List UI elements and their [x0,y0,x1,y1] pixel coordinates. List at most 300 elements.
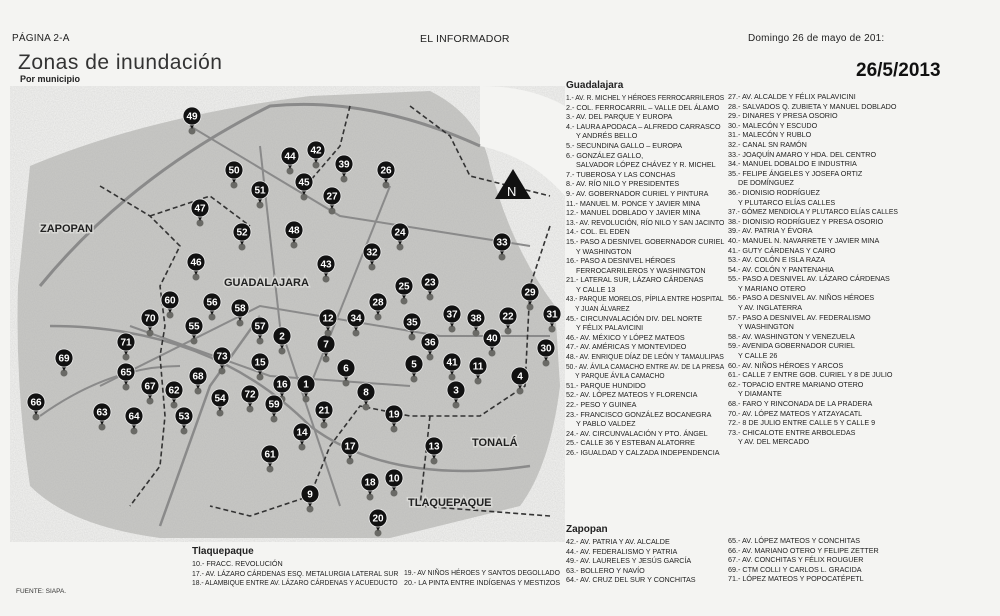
legend-item-number: 31.- [728,130,741,140]
legend-item-text: PASO A DESNIVEL GOBERNADOR CURIEL [580,236,725,246]
legend-item-text: GÓMEZ MENDIOLA Y PLUTARCO ELÍAS CALLES [741,207,898,217]
label-guadalajara: GUADALAJARA [224,277,309,289]
legend-item-number: 65.- [728,536,741,545]
legend-item [566,342,724,352]
legend-item-number: 52.- [566,390,579,400]
legend-item [566,141,724,151]
legend-item-number: 54.- [728,264,741,274]
legend-item [728,380,898,399]
legend-guadalajara-col2 [728,92,898,447]
north-arrow [495,169,531,199]
legend-item-text: AV. WASHINGTON Y VENEZUELA [742,331,855,341]
legend-item-number: 57.- [728,312,741,322]
pin-number: 11 [472,361,484,373]
legend-item-text: SECUNDINA GALLO – EUROPA [576,140,683,150]
legend-item [728,140,898,150]
legend-item-number: 37.- [728,207,740,217]
pin-number: 8 [363,387,369,399]
legend-item [566,151,724,170]
legend-item-text: AV. CONCHITAS Y FÉLIX ROUGUER [742,555,864,565]
pin-number: 56 [206,297,218,309]
legend-item [566,256,724,275]
page-number: PÁGINA 2-A [12,33,70,44]
legend-item [728,236,898,246]
pin-number: 58 [234,303,246,315]
legend-item-number: 32.- [728,139,741,149]
legend-item-text: JOAQUÍN AMARO Y HDA. DEL CENTRO [742,149,877,159]
legend-item-text: AV. DEL PARQUE Y EUROPA [576,112,673,122]
pin-number: 33 [496,237,508,249]
legend-item-text: AV. LÁZARO CÁRDENAS ESQ. METALURGIA LATERAL SUR [205,568,399,578]
pin-number: 6 [343,363,349,375]
legend-item [566,93,725,103]
legend-item [566,556,724,566]
pin-number: 36 [424,337,436,349]
legend-item-continuation: Y CALLE 13 [576,284,616,294]
legend-item [728,130,898,140]
legend-item [728,274,898,293]
legend-item [566,448,724,458]
legend-item [728,536,898,546]
legend-item-text: AVENIDA GOBERNADOR CURIEL [742,341,855,351]
pin-number: 22 [502,311,514,323]
legend-item-text: SALVADOS Q. ZUBIETA Y MANUEL DOBLADO [742,101,897,111]
pin-number: 42 [310,145,322,157]
pin-number: 41 [446,357,458,369]
legend-item-text: CANAL SN RAMÓN [742,139,807,149]
legend-item-continuation: Y WASHINGTON [575,246,632,256]
pin-number: 13 [428,441,440,453]
pin-number: 18 [364,477,376,489]
legend-item-number: 14.- [566,227,579,237]
legend-item-text: COL. FERROCARRIL – VALLE DEL ÁLAMO [576,102,720,112]
legend-item [566,566,724,576]
pin-number: 4 [517,371,523,383]
legend-item-text: MANUEL DOBALDO E INDUSTRIA [742,159,857,169]
pin-number: 57 [254,321,266,333]
legend-item-number: 39.- [728,226,741,236]
legend-item-number: 13.- [566,217,578,227]
pin-number: 39 [338,159,350,171]
legend-item-continuation: Y PABLO VALDEZ [576,419,636,429]
legend-item [728,399,898,409]
pin-number: 3 [453,385,459,397]
legend-item [728,217,898,227]
legend-item [404,568,560,578]
pin-number: 19 [388,409,400,421]
pin-number: 62 [168,385,180,397]
legend-item-continuation: Y ANDRÉS BELLO [576,131,638,141]
pin-number: 61 [264,449,276,461]
legend-item-number: 16.- [566,256,579,266]
legend-item-number: 69.- [728,564,741,574]
legend-item-text: BOLLERO Y NAVÍO [580,565,645,575]
legend-item [566,390,724,400]
legend-item [192,559,398,569]
legend-item-text: FARO Y RINCONADA DE LA PRADERA [742,399,873,408]
pin-number: 63 [96,407,108,419]
legend-item-number: 8.- [566,179,575,189]
pin-number: 40 [486,333,498,345]
pin-number: 59 [268,399,280,411]
pin-number: 55 [188,321,200,333]
pin-number: 14 [296,427,308,439]
legend-item-number: 35.- [728,168,741,178]
legend-item-number: 73.- [728,427,741,437]
pin-number: 2 [279,331,285,343]
legend-item-number: 51.- [566,380,579,390]
legend-item [566,199,724,209]
legend-item-number: 59.- [728,341,741,351]
pin-number: 45 [298,177,310,189]
legend-item [728,428,898,447]
pin-number: 25 [398,281,410,293]
legend-item-continuation: Y WASHINGTON [738,322,794,332]
pin-number: 27 [326,191,338,203]
pin-number: 68 [192,371,204,383]
legend-item-number: 70.- [728,408,741,418]
pin-number: 26 [380,165,392,177]
legend-item [192,568,399,579]
legend-item-number: 50.- [566,361,578,371]
legend-item [566,112,724,122]
legend-item-number: 67.- [728,555,741,565]
legend-item-number: 10.- [192,559,205,568]
legend-item-text: MALECÓN Y RUBLO [742,130,812,140]
legend-item [566,352,724,362]
legend-item-continuation: DE DOMÍNGUEZ [738,178,794,188]
pin-number: 32 [366,247,378,259]
legend-item-number: 21.- [566,275,579,285]
legend-item [566,314,724,333]
legend-item-number: 18.- [192,578,204,588]
legend-guadalajara-col1 [566,80,724,458]
legend-tlaquepaque-col1 [192,546,398,588]
legend-item-text: AV. AMÉRICAS Y MONTEVIDEO [580,342,687,352]
legend-item-text: LÓPEZ MATEOS Y POPOCATÉPETL [742,574,864,584]
legend-item-text: AV. NIÑOS HÉROES Y ARCOS [742,360,844,370]
legend-item-number: 43.- [566,294,578,304]
pin-number: 46 [190,257,202,269]
pin-number: 34 [350,313,362,325]
pin-number: 37 [446,309,458,321]
legend-item-text: DIONISIO RODRÍGUEZ Y PRESA OSORIO [742,216,884,226]
legend-item [728,546,898,556]
pin-number: 69 [58,353,70,365]
legend-item-number: 68.- [728,399,741,408]
legend-item [728,111,898,121]
flood-zone-map [10,86,565,542]
pin-number: 43 [320,259,332,271]
pin-number: 21 [318,405,330,417]
pin-number: 23 [424,277,436,289]
pin-number: 70 [144,313,156,325]
legend-item [728,574,898,584]
pin-number: 12 [322,313,334,325]
legend-item-number: 47.- [566,342,579,352]
legend-item-text: AV. LÓPEZ MATEOS Y ATZAYACATL [742,408,863,418]
legend-item [566,537,724,547]
legend-item [566,547,724,557]
legend-item-number: 56.- [728,293,741,303]
legend-item [728,121,898,131]
legend-item-text: AV. GOBERNADOR CURIEL Y PINTURA [576,188,709,198]
legend-item-text: AV. MÉXICO Y LÓPEZ MATEOS [580,332,685,342]
legend-item [728,188,898,207]
pin-number: 24 [394,227,406,239]
legend-item-number: 5.- [566,140,575,150]
pin-number: 52 [236,227,248,239]
legend-item-text: PASO A DESNIVEL AV. LÁZARO CÁRDENAS [742,274,890,284]
legend-item [728,265,898,275]
legend-item [566,170,724,180]
legend-item-text: AV. ALCALDE Y FÉLIX PALAVICINI [742,92,856,101]
legend-item-number: 19.- [404,568,416,577]
legend-item-text: GONZÁLEZ GALLO, [576,150,644,160]
legend-item-number: 4.- [566,121,575,131]
legend-item-text: LATERAL SUR, LÁZARO CÁRDENAS [580,275,704,285]
legend-item-text: CIRCUNVALACIÓN DIV. DEL NORTE [580,313,703,323]
legend-item-number: 15.- [566,236,579,246]
legend-item-text: TUBEROSA Y LAS CONCHAS [576,169,676,179]
legend-item-number: 64.- [566,575,579,585]
north-label: N [507,184,517,199]
legend-item-number: 53.- [728,255,741,265]
legend-item-number: 42.- [566,537,579,546]
legend-item-number: 34.- [728,159,741,169]
legend-item [728,169,898,188]
pin-number: 47 [194,203,206,215]
legend-item-number: 24.- [566,428,579,438]
legend-tlaquepaque-col2 [404,568,560,587]
legend-item [728,370,898,380]
legend-item-text: AV. COLÓN Y PANTENAHIA [742,264,834,274]
legend-item-text: AV. CIRCUNVALACIÓN Y PTO. ÁNGEL [580,428,708,438]
legend-item-text: CALLE 36 Y ESTEBAN ALATORRE [580,438,695,448]
pin-number: 29 [524,287,536,299]
legend-item-number: 40.- [728,235,741,245]
legend-item-number: 58.- [728,331,741,341]
legend-item-text: MALECÓN Y ESCUDO [742,120,818,130]
issue-date: Domingo 26 de mayo de 201: [748,33,885,44]
pin-number: 1 [303,379,309,391]
legend-item [728,207,898,217]
legend-item-number: 12.- [566,208,579,218]
legend-item-continuation: SALVADOR LÓPEZ CHÁVEZ Y R. MICHEL [576,160,716,170]
legend-item-text: FELIPE ÁNGELES Y JOSEFA ORTIZ [742,168,863,178]
legend-item [566,275,724,294]
legend-item-text: DINARES Y PRESA OSORIO [742,111,838,121]
pin-number: 50 [228,165,240,177]
legend-item-text: COL. EL EDEN [580,227,630,237]
legend-item-text: AV. ENRIQUE DÍAZ DE LEÓN Y TAMAULIPAS [579,352,724,362]
pin-number: 51 [254,185,266,197]
legend-item [566,217,725,228]
legend-item-continuation: Y MARIANO OTERO [738,283,806,293]
legend-item-number: 2.- [566,102,575,112]
legend-item-text: AV. RÍO NILO Y PRESIDENTES [576,179,680,189]
legend-item [728,409,898,419]
legend-item-text: AV. LÓPEZ MATEOS Y FLORENCIA [580,390,698,400]
legend-item-number: 63.- [566,565,579,575]
legend-item [728,313,898,332]
label-zapopan: ZAPOPAN [40,223,93,235]
legend-item [728,293,898,312]
legend-item-continuation: Y PLUTARCO ELÍAS CALLES [738,197,836,207]
legend-item [566,227,724,237]
legend-item [728,102,898,112]
legend-item-text: PASO A DESNIVEL AV. FEDERALISMO [742,312,871,322]
legend-item-text: FRACC. REVOLUCIÓN [206,559,283,568]
newspaper-name: EL INFORMADOR [420,33,510,45]
pin-number: 67 [144,381,156,393]
legend-item-text: AV. REVOLUCIÓN, RÍO NILO Y SAN JACINTO [579,217,725,227]
pin-number: 71 [120,337,132,349]
legend-item-number: 41.- [728,245,741,255]
legend-item-text: TOPACIO ENTRE MARIANO OTERO [742,379,864,389]
legend-item-number: 6.- [566,150,575,160]
legend-item-text: 8 DE JULIO ENTRE CALLE 5 Y CALLE 9 [742,418,876,428]
legend-item-continuation: Y DIAMANTE [738,389,782,399]
legend-item-text: PESO Y GUINEA [580,400,637,409]
legend-item [728,418,898,428]
legend-item-number: 29.- [728,111,741,121]
legend-item [404,577,561,588]
legend-item-continuation: Y PARQUE ÁVILA CAMACHO [575,371,665,381]
legend-item-number: 33.- [728,149,741,159]
pin-number: 30 [540,343,552,355]
legend-item-text: AV NIÑOS HÉROES Y SANTOS DEGOLLADO [417,568,560,577]
legend-item [566,381,724,391]
legend-item [728,159,898,169]
map-title: Zonas de inundación [18,51,223,74]
legend-item [192,578,398,588]
legend-item-text: AV. PATRIA Y AV. ALCALDE [580,537,670,546]
legend-item [728,555,898,565]
pin-number: 53 [178,411,190,423]
legend-item-text: CHICALOTE ENTRE ARBOLEDAS [742,427,856,437]
pin-number: 66 [30,397,42,409]
pin-number: 5 [411,359,417,371]
legend-item-number: 44.- [566,546,579,556]
legend-item-number: 61.- [728,370,741,380]
legend-item-number: 36.- [728,187,741,197]
legend-section-title: Zapopan [566,524,608,535]
legend-item-number: 20.- [404,577,417,587]
legend-item [566,208,724,218]
legend-item [728,361,898,371]
pin-number: 65 [120,367,132,379]
legend-item [566,575,724,585]
legend-item-number: 7.- [566,169,575,179]
legend-item [566,400,724,410]
pin-number: 9 [307,489,313,501]
legend-item-number: 3.- [566,112,575,122]
legend-item-number: 23.- [566,409,579,419]
legend-item-number: 1.- [566,93,574,102]
date-stamp: 26/5/2013 [856,60,941,81]
legend-item-number: 49.- [566,556,579,566]
legend-item-number: 71.- [728,574,741,584]
legend-item-number: 9.- [566,188,575,198]
pin-number: 49 [186,111,198,123]
legend-item [566,429,724,439]
legend-item [728,226,898,236]
legend-section-title: Guadalajara [566,80,624,91]
pin-number: 16 [276,379,288,391]
legend-item-continuation: Y FÉLIX PALAVICINI [576,323,644,333]
legend-item [566,438,724,448]
legend-item [566,103,724,113]
legend-item-number: 62.- [728,379,741,389]
pin-number: 60 [164,295,176,307]
legend-item-text: LA PINTA ENTRE INDÍGENAS Y MESTIZOS [418,577,561,587]
legend-item-continuation: FERROCARRILEROS Y WASHINGTON [576,265,706,275]
legend-item-number: 45.- [566,313,579,323]
legend-item-text: MANUEL N. NAVARRETE Y JAVIER MINA [742,235,880,245]
legend-item-text: IGUALDAD Y CALZADA INDEPENDENCIA [580,447,720,457]
pin-number: 7 [323,339,329,351]
legend-item-text: AV. R. MICHEL Y HÉROES FERROCARRILEROS [575,93,725,102]
legend-item-number: 17.- [192,568,204,578]
legend-item-number: 28.- [728,101,741,111]
legend-item [728,92,898,102]
legend-item [728,246,898,256]
pin-number: 48 [288,225,300,237]
legend-item-text: MANUEL DOBLADO Y JAVIER MINA [580,208,701,218]
legend-item-continuation: Y AV. INGLATERRA [738,303,803,313]
legend-item [566,122,724,141]
legend-item-number: 27.- [728,92,741,101]
legend-item-number: 60.- [728,360,741,370]
legend-item-number: 55.- [728,274,741,284]
legend-item-text: AV. LÓPEZ MATEOS Y CONCHITAS [742,536,861,545]
legend-item-text: AV. MARIANO OTERO Y FELIPE ZETTER [742,545,879,555]
legend-section-title: Tlaquepaque [192,546,254,557]
legend-item-number: 22.- [566,400,579,409]
legend-item [566,189,724,199]
legend-item-number: 46.- [566,332,579,342]
legend-item-text: AV. CRUZ DEL SUR Y CONCHITAS [580,575,696,585]
pin-number: 38 [470,313,482,325]
legend-item [566,179,724,189]
pin-number: 73 [216,351,228,363]
legend-item-text: CTM COLLI Y CARLOS L. GRACIDA [742,564,862,574]
legend-item-number: 30.- [728,120,741,130]
source-credit: FUENTE: SIAPA. [16,588,67,595]
label-tonala: TONALÁ [472,437,518,449]
legend-item-text: PASO A DESNIVEL HÉROES [580,256,676,266]
legend-item-number: 25.- [566,438,579,448]
legend-item-text: FRANCISCO GONZÁLEZ BOCANEGRA [580,409,712,419]
legend-item-text: LAURA APODACA – ALFREDO CARRASCO [576,121,721,131]
map-subtitle: Por municipio [20,74,81,84]
legend-item-text: PARQUE MORELOS, PÍPILA ENTRE HOSPITAL [579,294,724,304]
legend-item [728,565,898,575]
legend-item-text: AV. FEDERALISMO Y PATRIA [580,546,678,556]
legend-item-number: 26.- [566,447,579,457]
legend-item-number: 11.- [566,198,578,208]
legend-item [566,361,725,381]
legend-item [566,410,724,429]
legend-item-text: PASO A DESNIVEL AV. NIÑOS HÉROES [742,293,875,303]
legend-item-text: AV. LAURELES Y JESÚS GARCÍA [580,556,692,566]
legend-item-text: AV. PATRIA Y ÉVORA [742,226,813,236]
legend-item-text: ALAMBIQUE ENTRE AV. LÁZARO CÁRDENAS Y ACUEDUCTO [205,578,398,588]
legend-item-number: 38.- [728,216,741,226]
legend-item [728,255,898,265]
legend-zapopan-col1 [566,524,724,585]
